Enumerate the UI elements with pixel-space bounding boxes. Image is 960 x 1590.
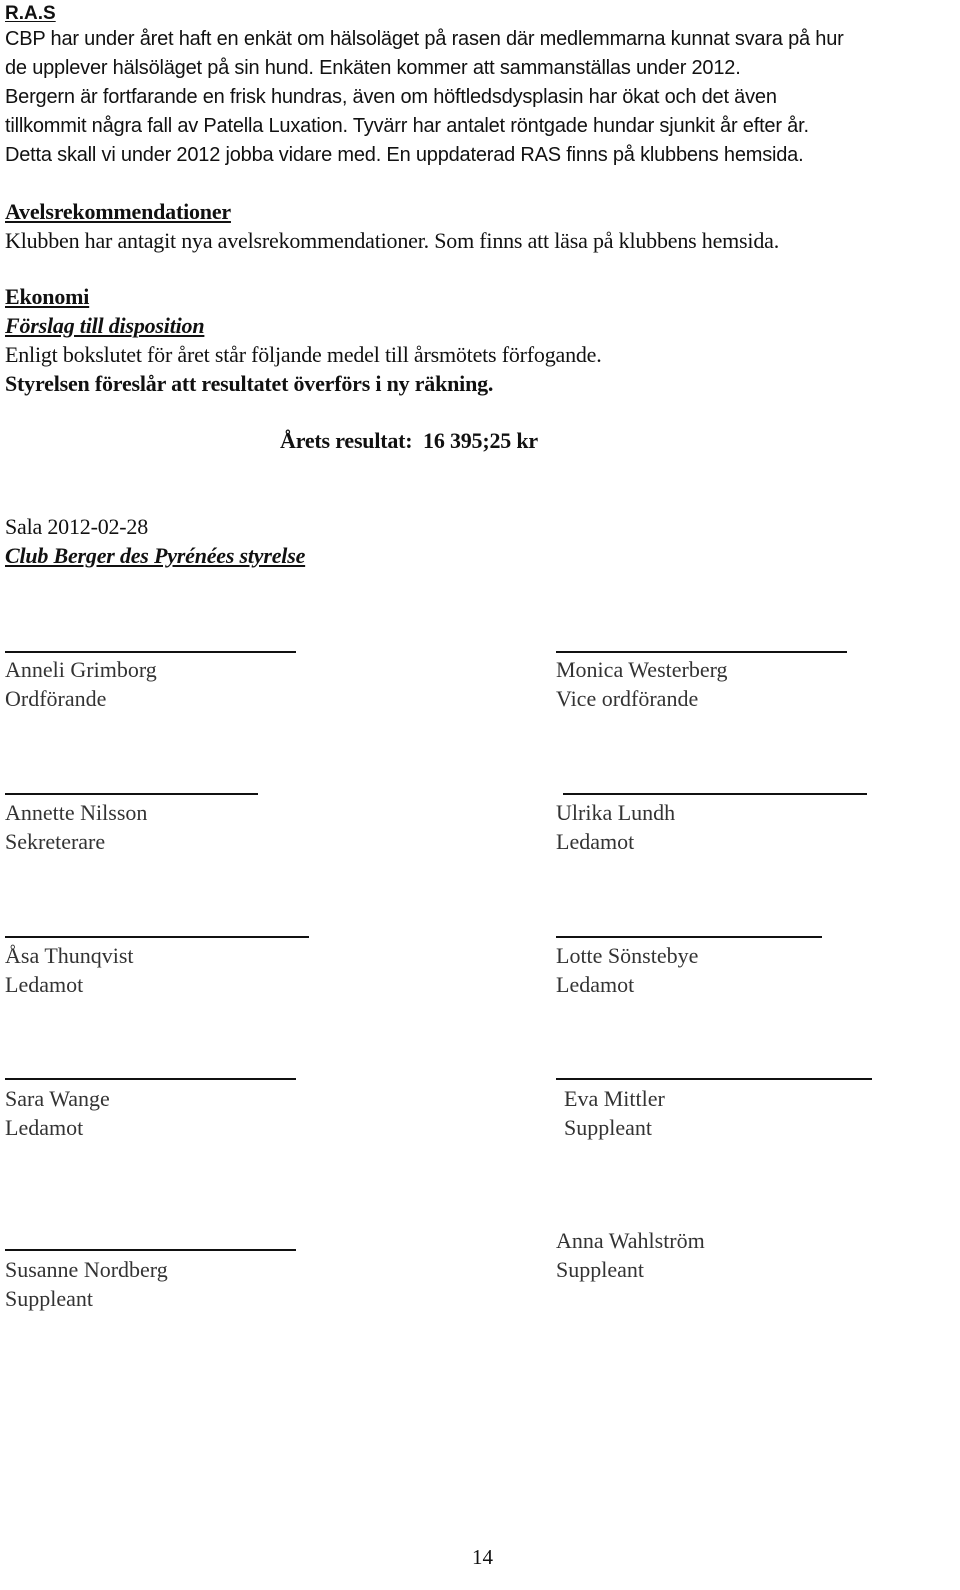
- signature-line: [556, 1078, 872, 1080]
- signature-line: [5, 793, 258, 795]
- ras-line: tillkommit några fall av Patella Luxation. Tyvärr har antalet röntgade hundar sjunkit år efter år.: [5, 115, 809, 137]
- signer-name: Anneli Grimborg: [5, 657, 157, 682]
- signer-role: Suppleant: [564, 1115, 652, 1140]
- signature-line: [563, 793, 867, 795]
- result-value: 16 395;25 kr: [423, 428, 538, 453]
- signer-role: Suppleant: [556, 1257, 644, 1282]
- signer-name: Ulrika Lundh: [556, 800, 676, 825]
- ras-heading: R.A.S: [5, 3, 56, 24]
- signer-name: Eva Mittler: [564, 1086, 665, 1111]
- breeding-text: Klubben har antagit nya avelsrekommendationer. Som finns att läsa på klubbens hemsida.: [5, 228, 779, 253]
- result-label: Årets resultat:: [280, 428, 413, 453]
- board-proposal: Styrelsen föreslår att resultatet överförs i ny räkning.: [5, 371, 494, 396]
- signer-name: Annette Nilsson: [5, 800, 148, 825]
- signer-role: Sekreterare: [5, 829, 106, 854]
- place-date: Sala 2012-02-28: [5, 514, 149, 539]
- signer-name: Åsa Thunqvist: [5, 943, 134, 968]
- signature-line: [5, 651, 296, 653]
- signer-name: Lotte Sönstebye: [556, 943, 699, 968]
- page-number: 14: [472, 1545, 493, 1569]
- ras-line: de upplever hälsöläget på sin hund. Enkäten kommer att sammanställas under 2012.: [5, 57, 741, 79]
- signer-role: Ledamot: [5, 1115, 84, 1140]
- signer-role: Ordförande: [5, 686, 107, 711]
- ras-line: CBP har under året haft en enkät om hälsoläget på rasen där medlemmarna kunnat svara på hur: [5, 28, 844, 50]
- signer-role: Ledamot: [5, 972, 84, 997]
- signature-line: [556, 651, 847, 653]
- signature-line: [5, 1249, 296, 1251]
- signer-role: Ledamot: [556, 829, 635, 854]
- signer-role: Suppleant: [5, 1286, 93, 1311]
- economy-line: Enligt bokslutet för året står följande medel till årsmötets förfogande.: [5, 342, 602, 367]
- disposition-heading: Förslag till disposition: [5, 313, 205, 338]
- signer-role: Vice ordförande: [556, 686, 699, 711]
- breeding-heading: Avelsrekommendationer: [5, 199, 231, 224]
- board-name: Club Berger des Pyrénées styrelse: [5, 543, 306, 568]
- ras-line: Detta skall vi under 2012 jobba vidare med. En uppdaterad RAS finns på klubbens hemsida.: [5, 144, 804, 166]
- signer-name: Susanne Nordberg: [5, 1257, 168, 1282]
- economy-heading: Ekonomi: [5, 284, 90, 309]
- signer-name: Monica Westerberg: [556, 657, 728, 682]
- signature-line: [556, 936, 822, 938]
- signature-line: [5, 936, 309, 938]
- signer-name: Anna Wahlström: [556, 1228, 705, 1253]
- result-line: [280, 428, 538, 454]
- signer-name: Sara Wange: [5, 1086, 110, 1111]
- signature-line: [5, 1078, 296, 1080]
- ras-line: Bergern är fortfarande en frisk hundras, även om höftledsdysplasin har ökat och det även: [5, 86, 777, 108]
- signer-role: Ledamot: [556, 972, 635, 997]
